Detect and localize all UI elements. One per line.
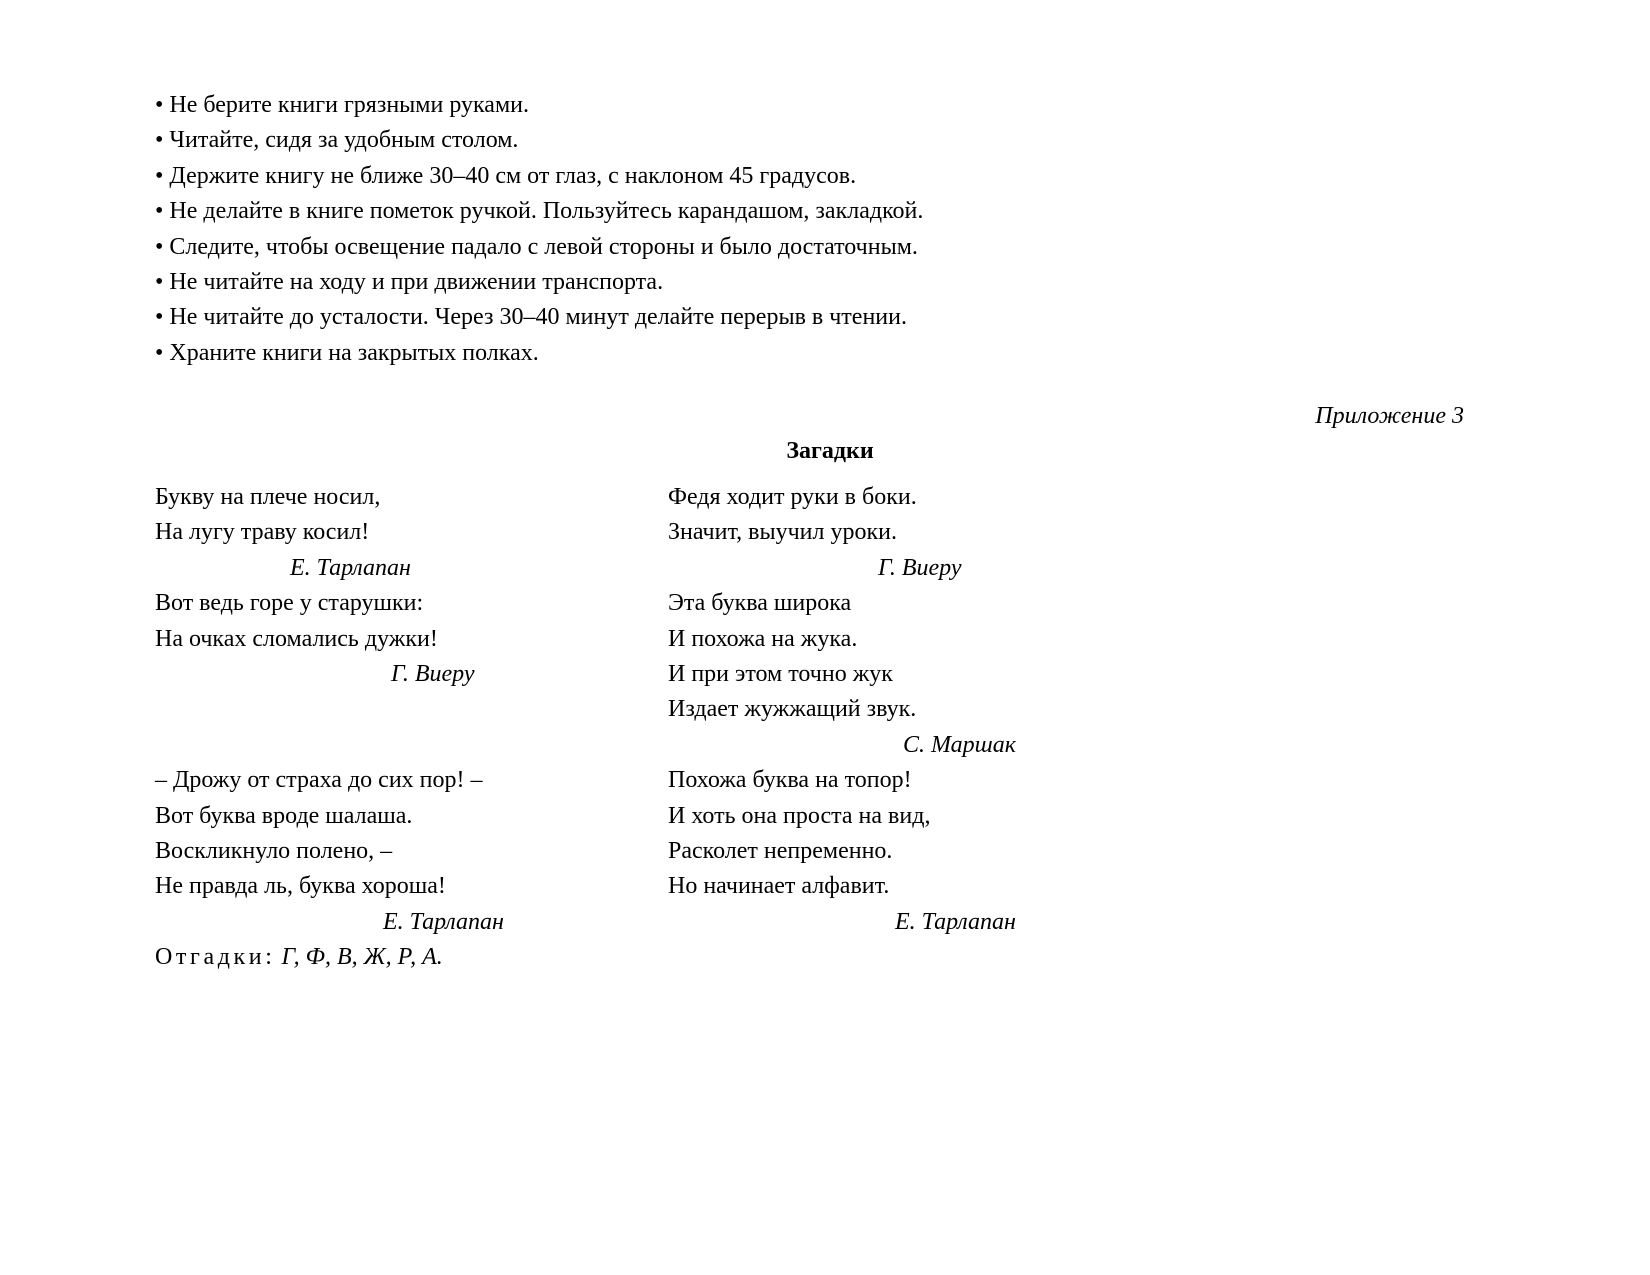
riddle-line: На лугу траву косил! (155, 519, 370, 546)
answers-line (155, 940, 615, 975)
riddle-line: Букву на плече носил, (155, 484, 381, 510)
rule-item: • Следите, чтобы освещение падало с левой стороны и было достаточным. (155, 233, 918, 260)
rule-item: • Не берите книги грязными руками. (155, 92, 529, 118)
riddle-line: Значит, выучил уроки. (668, 519, 898, 546)
riddle-block (668, 480, 1128, 586)
riddle-line: Не правда ль, буква хороша! (155, 873, 446, 900)
riddle-author: Е. Тарлапан (383, 908, 504, 935)
rule-item: • Читайте, сидя за удобным столом. (155, 127, 519, 154)
riddle-author: Г. Виеру (878, 554, 962, 581)
riddle-line: И хоть она проста на вид, (668, 802, 931, 829)
rule-item: • Храните книги на закрытых полках. (155, 339, 539, 366)
riddle-author: Е. Тарлапан (290, 554, 411, 581)
riddle-block (155, 763, 615, 940)
riddle-block (668, 586, 1128, 763)
riddle-author: Е. Тарлапан (895, 908, 1016, 935)
riddle-line: Вот ведь горе у старушки: (155, 590, 424, 617)
answers-label: Отгадки: (155, 944, 276, 971)
riddles-title: Загадки (786, 438, 874, 464)
riddle-block (155, 586, 615, 692)
riddle-block (155, 480, 615, 586)
answers-value: Г, Ф, В, Ж, Р, А. (281, 944, 443, 971)
rule-item: • Не читайте до усталости. Через 30–40 минут делайте перерыв в чтении. (155, 304, 907, 331)
rule-item: • Не делайте в книге пометок ручкой. Пользуйтесь карандашом, закладкой. (155, 198, 924, 225)
spacer (155, 728, 615, 763)
riddle-line: Похожа буква на топор! (668, 767, 912, 794)
reading-rules-list (155, 88, 1455, 371)
riddle-block (668, 763, 1128, 940)
riddles-right-column (668, 480, 1128, 940)
riddle-author: Г. Виеру (391, 660, 475, 687)
riddles-left-column (155, 480, 615, 975)
appendix-label: Приложение 3 (1315, 403, 1464, 429)
riddle-line: Издает жужжащий звук. (668, 696, 917, 723)
riddle-line: Но начинает алфавит. (668, 873, 890, 900)
riddle-author: С. Маршак (903, 731, 1017, 758)
riddle-line: Воскликнуло полено, – (155, 837, 393, 864)
riddle-line: Эта буква широка (668, 590, 852, 617)
riddle-line: И похожа на жука. (668, 625, 858, 652)
riddle-line: Федя ходит руки в боки. (668, 484, 917, 510)
rule-item: • Держите книгу не ближе 30–40 см от глаз, с наклоном 45 градусов. (155, 162, 857, 189)
spacer (155, 692, 615, 727)
riddle-line: – Дрожу от страха до сих пор! – (155, 767, 483, 794)
riddle-line: Расколет непременно. (668, 837, 893, 864)
riddle-line: На очках сломались дужки! (155, 625, 438, 652)
riddle-line: И при этом точно жук (668, 660, 893, 687)
riddle-line: Вот буква вроде шалаша. (155, 802, 413, 829)
rule-item: • Не читайте на ходу и при движении транспорта. (155, 268, 664, 295)
